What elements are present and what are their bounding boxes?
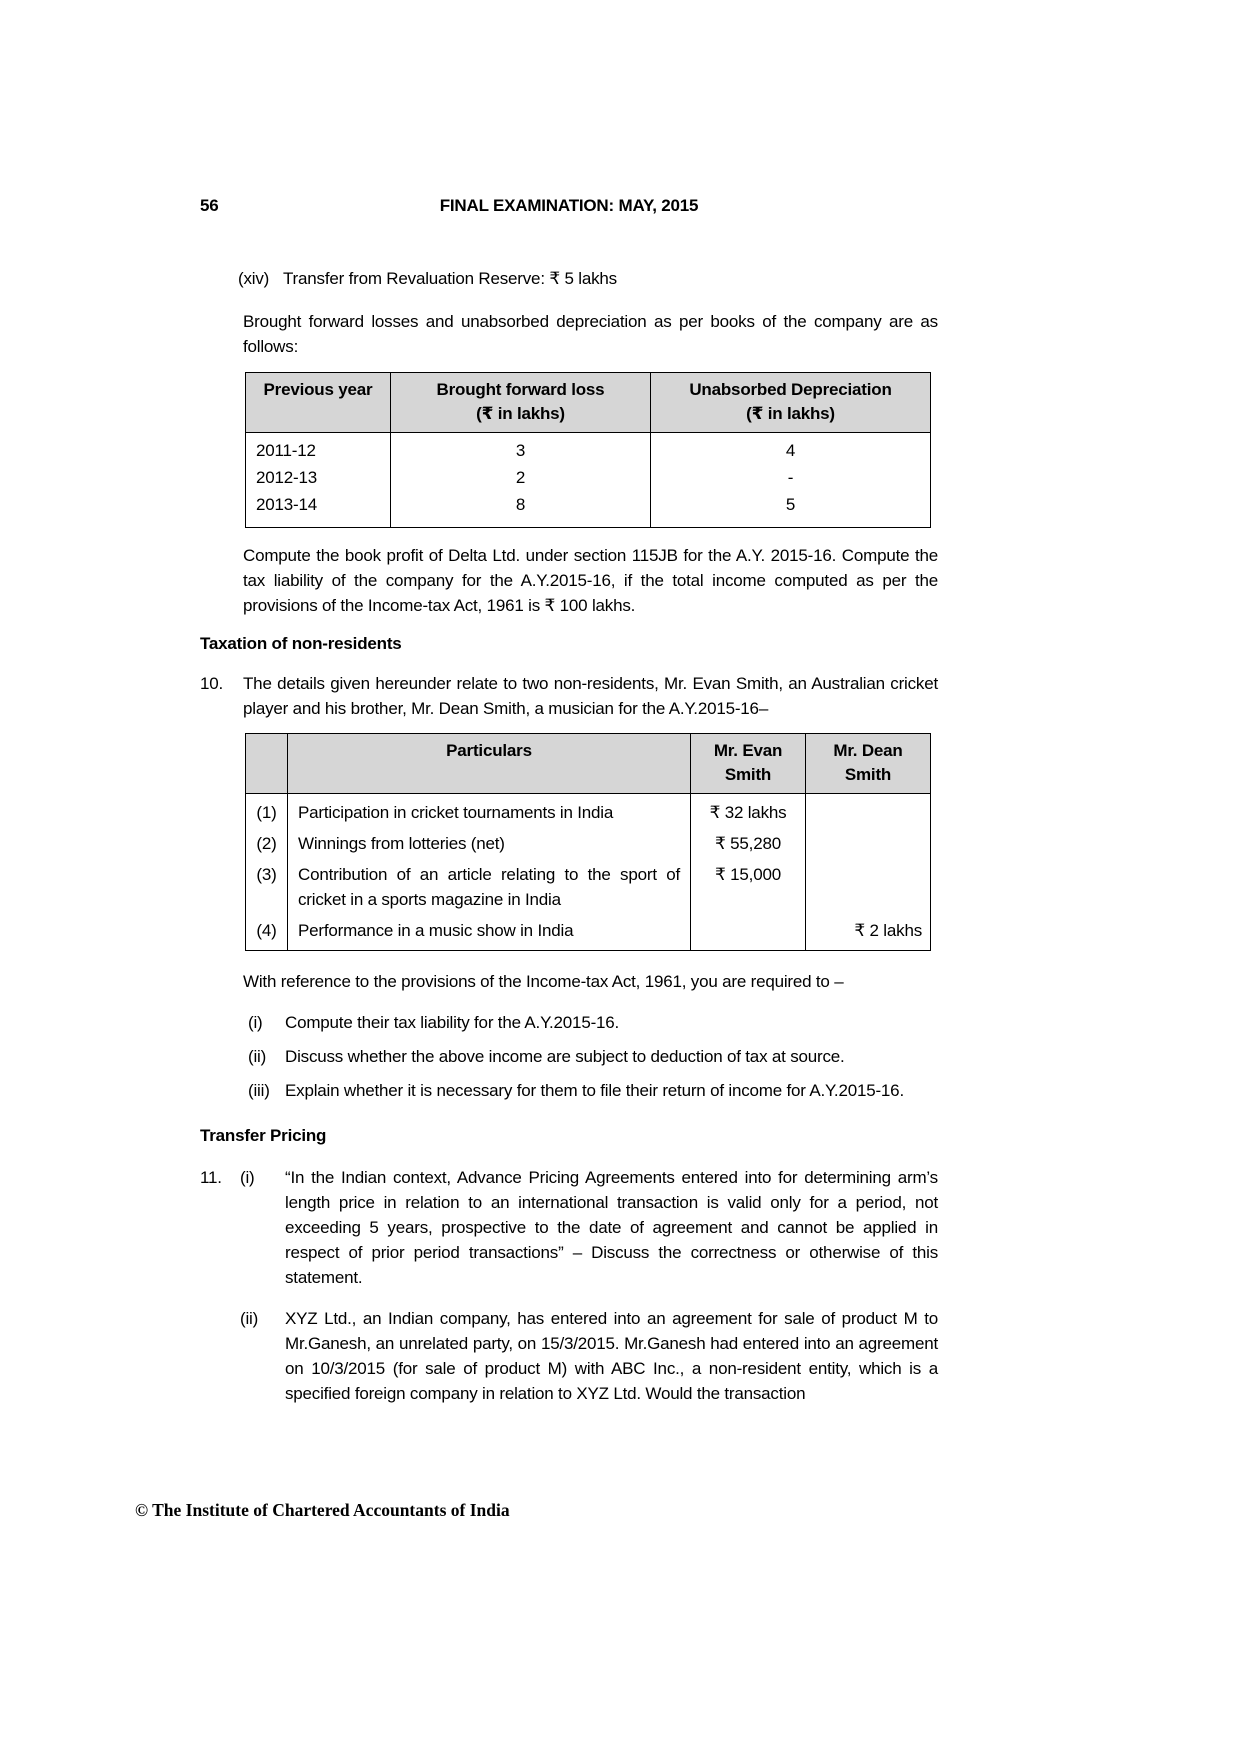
res-cell-particulars: Winnings from lotteries (net) — [288, 828, 691, 859]
res-cell-evan: ₹ 15,000 — [691, 859, 806, 915]
res-cell-num: (3) — [246, 859, 288, 915]
evan-header-line2: Smith — [724, 765, 772, 784]
non-residents-header-evan — [691, 734, 806, 794]
page-content — [200, 196, 938, 1406]
res-cell-evan: ₹ 55,280 — [691, 828, 806, 859]
losses-header-dep-line2: (₹ in lakhs) — [746, 404, 835, 423]
losses-cell-bfl: 8 — [391, 491, 651, 528]
res-cell-particulars: Participation in cricket tournaments in India — [288, 794, 691, 829]
question-11-sub-i-label: (i) — [240, 1168, 255, 1187]
res-cell-evan: ₹ 32 lakhs — [691, 794, 806, 829]
table-row — [246, 491, 931, 528]
losses-cell-year: 2012-13 — [246, 464, 391, 491]
res-cell-evan — [691, 915, 806, 951]
page-header — [200, 196, 938, 214]
losses-cell-dep: - — [651, 464, 931, 491]
losses-header-brought-forward-loss — [391, 373, 651, 433]
particulars-label: Particulars — [446, 741, 532, 760]
question-10 — [200, 671, 938, 721]
losses-header-dep-line1: Unabsorbed Depreciation — [689, 380, 892, 399]
losses-cell-dep: 5 — [651, 491, 931, 528]
question-10-text: The details given hereunder relate to two non-residents, Mr. Evan Smith, an Australian cricket player and his brother, Mr. Dean Smith, a musician for the A.Y.2015-16– — [243, 674, 938, 718]
dean-header-line1: Mr. Dean — [833, 741, 903, 760]
requirement-i — [248, 1010, 938, 1035]
question-11-sub-ii-text: XYZ Ltd., an Indian company, has entered into an agreement for sale of product M to Mr.Ganesh, an unrelated party, on 15/3/2015. Mr.Ganesh had entered into an agreement on 10/3/2015 (for sale of product M) with ABC Inc., a non-resident entity, which is a specified foreign company in relation to XYZ Ltd. Would the transaction — [285, 1309, 938, 1403]
non-residents-header-blank — [246, 734, 288, 794]
heading-taxation-non-residents: Taxation of non-residents — [200, 634, 402, 653]
losses-table-header-row — [246, 373, 931, 433]
losses-cell-bfl: 2 — [391, 464, 651, 491]
losses-header-bfl-line1: Brought forward loss — [436, 380, 605, 399]
table-row — [246, 464, 931, 491]
losses-header-bfl-line2: (₹ in lakhs) — [476, 404, 565, 423]
losses-header-previous-year-label: Previous year — [263, 380, 373, 399]
res-cell-dean — [806, 794, 931, 829]
res-cell-num: (2) — [246, 828, 288, 859]
losses-table — [245, 372, 931, 528]
requirement-ii-text: Discuss whether the above income are subject to deduction of tax at source. — [285, 1047, 845, 1066]
copyright-footer: © The Institute of Chartered Accountants of India — [135, 1500, 510, 1520]
item-xiv — [238, 266, 938, 291]
losses-header-previous-year — [246, 373, 391, 433]
page-number: 56 — [200, 196, 219, 215]
requirement-ii-label: (ii) — [248, 1047, 267, 1066]
res-cell-num: (1) — [246, 794, 288, 829]
question-10-number: 10. — [200, 674, 224, 693]
losses-cell-dep: 4 — [651, 433, 931, 465]
intro-paragraph: Brought forward losses and unabsorbed depreciation as per books of the company are as follows: — [243, 312, 938, 356]
table-row — [246, 828, 931, 859]
non-residents-header-row — [246, 734, 931, 794]
table-row — [246, 433, 931, 465]
requirement-iii — [248, 1078, 938, 1103]
table-row — [246, 794, 931, 829]
question-11-sub-ii — [240, 1306, 938, 1406]
non-residents-table — [245, 733, 931, 951]
res-cell-dean — [806, 828, 931, 859]
question-11-sub-i-text: “In the Indian context, Advance Pricing Agreements entered into for determining arm’s length price in relation to an international transaction is valid only for a period, not exceeding 5 years, prospective to the date of agreement and cannot be applied in respect of prior period transactions” – Discuss the correctness or otherwise of this statement. — [285, 1168, 938, 1287]
res-cell-dean — [806, 859, 931, 915]
losses-cell-year: 2011-12 — [246, 433, 391, 465]
dean-header-line2: Smith — [844, 765, 892, 784]
page-header-title: FINAL EXAMINATION: MAY, 2015 — [439, 196, 699, 215]
requirement-iii-label: (iii) — [248, 1081, 270, 1100]
item-xiv-label: (xiv) — [238, 269, 270, 288]
requirement-i-label: (i) — [248, 1013, 263, 1032]
compute-paragraph: Compute the book profit of Delta Ltd. under section 115JB for the A.Y. 2015-16. Compute the tax liability of the company for the A.Y.2015-16, if the total income computed as per the provisions of the Income-tax Act, 1961 is ₹ 100 lakhs. — [243, 546, 938, 615]
losses-cell-bfl: 3 — [391, 433, 651, 465]
res-cell-num: (4) — [246, 915, 288, 951]
res-cell-particulars: Performance in a music show in India — [288, 915, 691, 951]
res-cell-dean: ₹ 2 lakhs — [806, 915, 931, 951]
item-xiv-text: Transfer from Revaluation Reserve: ₹ 5 lakhs — [283, 269, 617, 288]
non-residents-header-dean — [806, 734, 931, 794]
losses-header-unabsorbed-depreciation — [651, 373, 931, 433]
table-row — [246, 859, 931, 915]
res-cell-particulars: Contribution of an article relating to the sport of cricket in a sports magazine in India — [288, 859, 691, 915]
non-residents-header-particulars — [288, 734, 691, 794]
losses-cell-year: 2013-14 — [246, 491, 391, 528]
question-11-sub-ii-label: (ii) — [240, 1309, 259, 1328]
evan-header-line1: Mr. Evan — [713, 741, 783, 760]
question-11-number: 11. — [200, 1168, 222, 1187]
question-11 — [200, 1165, 938, 1290]
heading-transfer-pricing: Transfer Pricing — [200, 1126, 327, 1145]
with-reference-paragraph: With reference to the provisions of the Income-tax Act, 1961, you are required to – — [243, 972, 844, 991]
requirement-iii-text: Explain whether it is necessary for them to file their return of income for A.Y.2015-16. — [285, 1081, 904, 1100]
requirement-ii — [248, 1044, 938, 1069]
table-row — [246, 915, 931, 951]
requirement-i-text: Compute their tax liability for the A.Y.2015-16. — [285, 1013, 620, 1032]
